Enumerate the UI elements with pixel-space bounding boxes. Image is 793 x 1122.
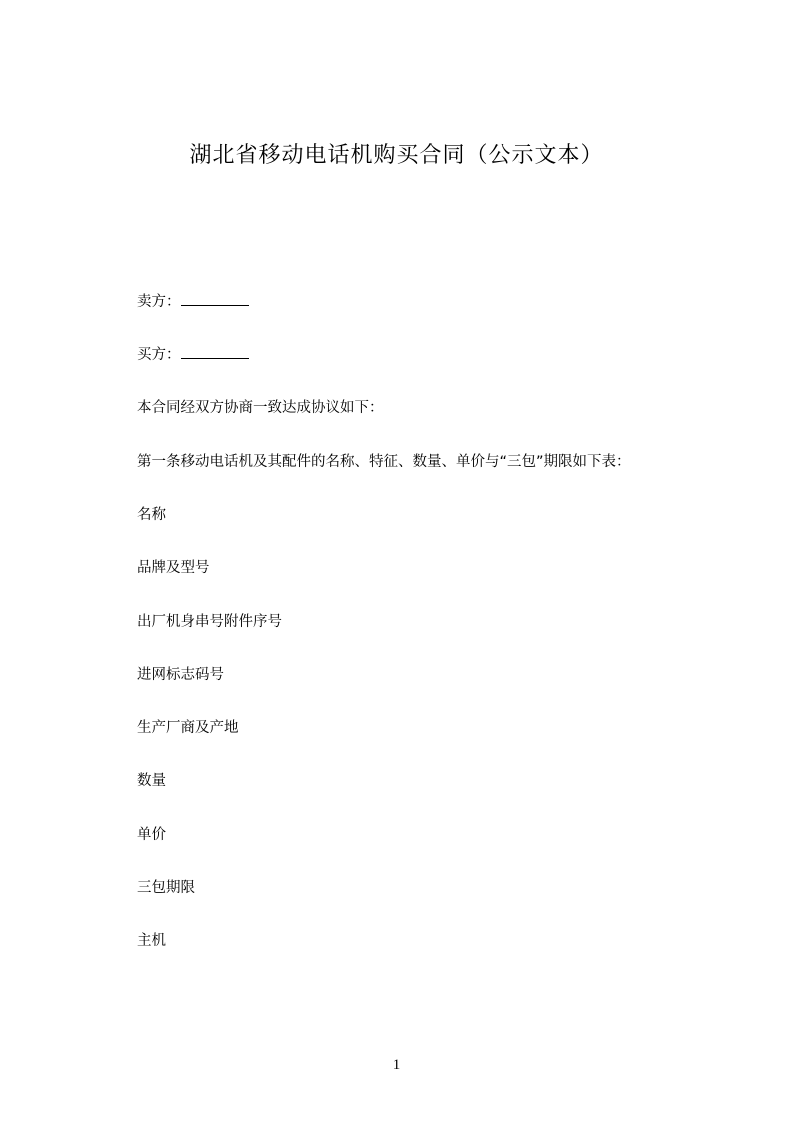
page-number: 1 <box>392 1057 401 1073</box>
intro-paragraph: 本合同经双方协商一致达成协议如下： <box>137 400 384 416</box>
field-serial-number: 出厂机身串号附件序号 <box>137 614 282 630</box>
field-network-code: 进网标志码号 <box>137 667 224 683</box>
field-name: 名称 <box>137 507 166 523</box>
buyer-blank <box>181 346 249 359</box>
seller-line <box>137 292 249 312</box>
field-brand-model: 品牌及型号 <box>137 560 210 576</box>
seller-label: 卖方： <box>137 294 181 310</box>
field-manufacturer: 生产厂商及产地 <box>137 720 239 736</box>
page-title: 湖北省移动电话机购买合同（公示文本） <box>189 143 604 168</box>
field-unit-price: 单价 <box>137 827 166 843</box>
seller-blank <box>181 293 249 306</box>
field-quantity: 数量 <box>137 773 166 789</box>
buyer-line <box>137 345 249 365</box>
field-main-unit: 主机 <box>137 933 166 949</box>
field-warranty-period: 三包期限 <box>137 880 195 896</box>
article-1-paragraph: 第一条移动电话机及其配件的名称、特征、数量、单价与“三包”期限如下表： <box>137 454 631 470</box>
buyer-label: 买方： <box>137 347 181 363</box>
